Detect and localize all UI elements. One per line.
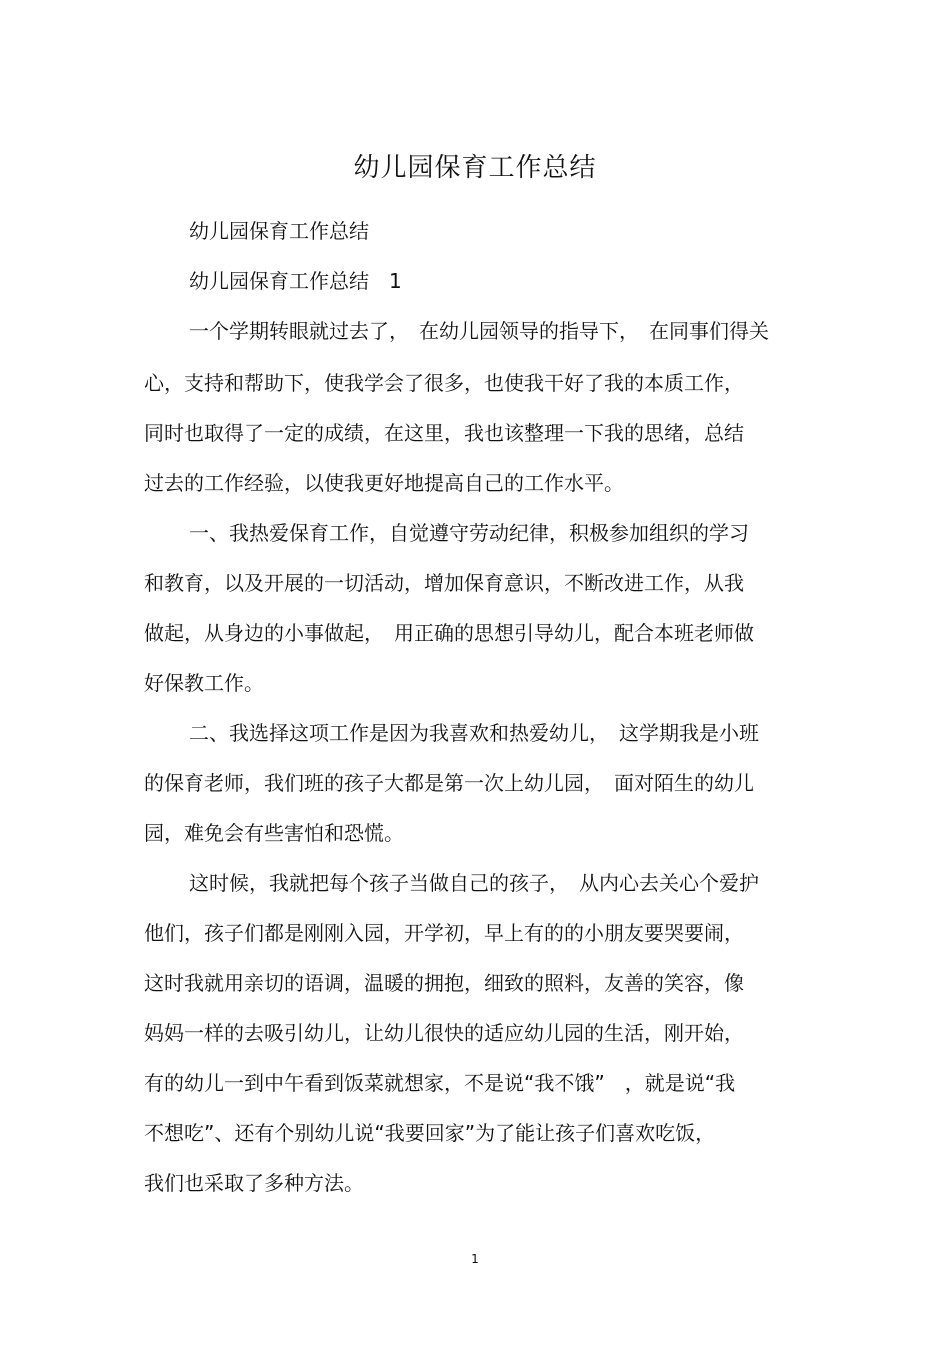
text-line: 妈妈一样的去吸引幼儿，让幼儿很快的适应幼儿园的生活，刚开始， — [144, 1021, 744, 1045]
text-line: 好保教工作。 — [144, 671, 264, 695]
document-title: 幼儿园保育工作总结 — [353, 153, 597, 183]
text-line: 我们也采取了多种方法。 — [144, 1171, 364, 1195]
text-line: 一、我热爱保育工作，自觉遵守劳动纪律，积极参加组织的学习 — [189, 521, 749, 545]
text-line: 园，难免会有些害怕和恐慌。 — [144, 821, 404, 845]
text-line: 有的幼儿一到中午看到饭菜就想家，不是说“我不饿” ，就是说“我 — [144, 1071, 736, 1095]
text-line: 他们，孩子们都是刚刚入园，开学初，早上有的的小朋友要哭要闹， — [144, 921, 744, 945]
text-line: 幼儿园保育工作总结 1 — [189, 269, 402, 293]
text-line: 不想吃”、还有个别幼儿说“我要回家”为了能让孩子们喜欢吃饭， — [144, 1121, 716, 1145]
text-line: 这时候，我就把每个孩子当做自己的孩子， 从内心去关心个爱护 — [189, 871, 759, 895]
text-line: 这时我就用亲切的语调，温暖的拥抱，细致的照料，友善的笑容，像 — [144, 971, 744, 995]
text-line: 二、我选择这项工作是因为我喜欢和热爱幼儿， 这学期我是小班 — [189, 721, 759, 745]
text-line: 做起，从身边的小事做起， 用正确的思想引导幼儿，配合本班老师做 — [144, 621, 754, 645]
page-number: 1 — [471, 1252, 479, 1266]
text-line: 同时也取得了一定的成绩，在这里，我也该整理一下我的思绪，总结 — [144, 421, 744, 445]
text-line: 一个学期转眼就过去了， 在幼儿园领导的指导下， 在同事们得关 — [189, 319, 769, 343]
text-line: 和教育，以及开展的一切活动，增加保育意识，不断改进工作，从我 — [144, 571, 744, 595]
text-line: 幼儿园保育工作总结 — [189, 219, 369, 243]
text-line: 心，支持和帮助下，使我学会了很多，也使我干好了我的本质工作， — [144, 371, 744, 395]
text-line: 过去的工作经验，以使我更好地提高自己的工作水平。 — [144, 471, 624, 495]
text-line: 的保育老师，我们班的孩子大都是第一次上幼儿园， 面对陌生的幼儿 — [144, 771, 754, 795]
